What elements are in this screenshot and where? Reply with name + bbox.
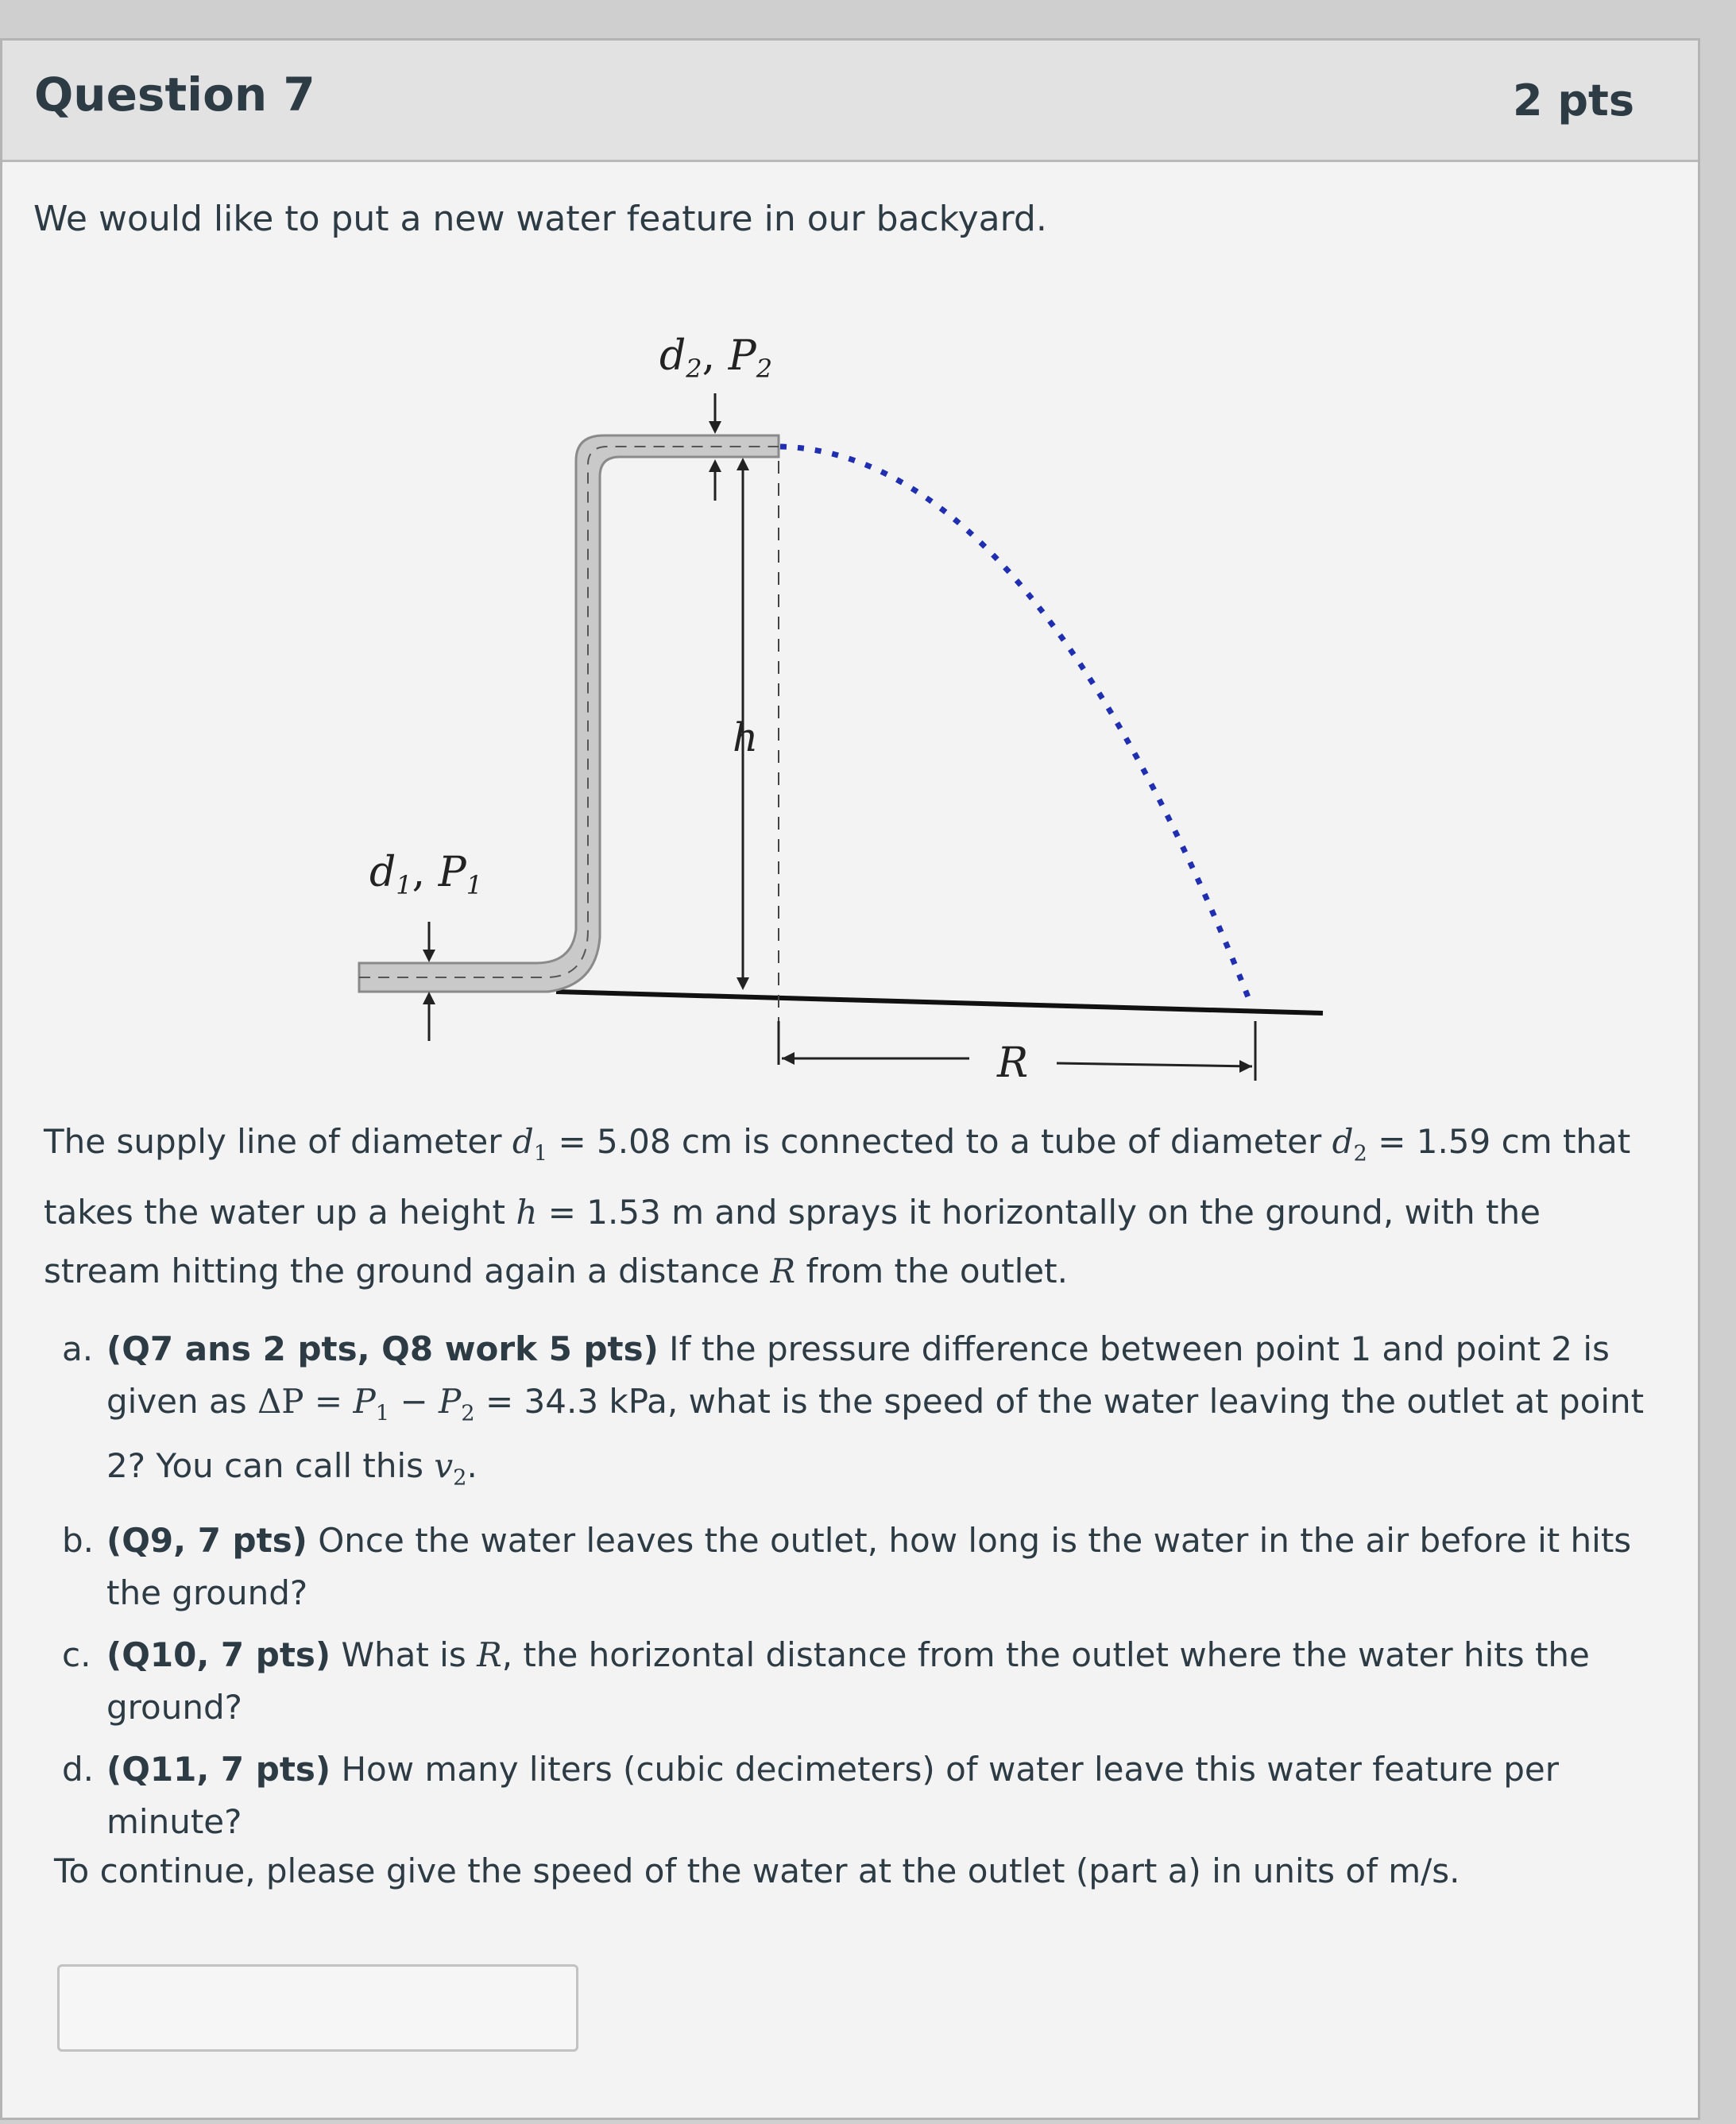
pipe-centerline [359, 447, 779, 977]
part-c: c. (Q10, 7 pts) What is R, the horizontal distance from the outlet where the water hits the ground? [62, 1629, 1667, 1734]
part-a: a. (Q7 ans 2 pts, Q8 work 5 pts) If the pressure difference between point 1 and point 2 is given as $\Delta P = P_1 - P_2 = 34.3$ kPa, what is the speed of the water leaving the outlet at point 2? You can call this $v_2$. [62, 1323, 1667, 1505]
part-b-label: b. [62, 1520, 95, 1560]
part-c-label: c. [62, 1635, 91, 1674]
part-a-label: a. [62, 1329, 94, 1368]
part-d: d. (Q11, 7 pts) How many liters (cubic decimeters) of water leave this water feature per minute? [62, 1743, 1667, 1848]
question-header [2, 41, 1698, 162]
r-arrowhead-left [782, 1052, 795, 1065]
h-arrowhead-bottom [737, 977, 749, 990]
intro-text: We would like to put a new water feature in our backyard. [33, 199, 1047, 239]
water-feature-diagram [318, 302, 1351, 1097]
question-points: 2 pts [1513, 75, 1634, 126]
answer-input[interactable] [57, 1964, 578, 2052]
question-title: Question 7 [34, 68, 315, 122]
label-r: R [997, 1039, 1029, 1087]
label-d2-p2: d2, P2 [659, 332, 773, 384]
question-parts-list [62, 1323, 1667, 1858]
label-d1-p1: d1, P1 [369, 849, 483, 900]
d1-arrowhead-down [423, 950, 435, 962]
part-d-label: d. [62, 1749, 95, 1789]
ground-line [556, 992, 1323, 1013]
d1-arrowhead-up [423, 992, 435, 1004]
supply-pipe [359, 435, 779, 992]
water-stream-arc [780, 447, 1251, 1005]
problem-description: The supply line of diameter $d_1 = 5.08$ cm is connected to a tube of diameter $d_2 = 1.59$ cm that takes the water up a height h = 1.53 m and sprays it horizontally on the ground, with the stream hitting the ground again a distance R from the outlet. [44, 1122, 1631, 1291]
part-b: b. (Q9, 7 pts) Once the water leaves the outlet, how long is the water in the air before it hits the ground? [62, 1515, 1667, 1619]
answer-prompt: To continue, please give the speed of the water at the outlet (part a) in units of m/s. [54, 1851, 1460, 1890]
r-dimension-right [1057, 1063, 1252, 1066]
r-arrowhead-right [1239, 1060, 1252, 1073]
h-arrowhead-top [737, 458, 749, 470]
d2-arrowhead-down [709, 421, 721, 434]
d2-arrowhead-up [709, 459, 721, 472]
label-h: h [733, 714, 759, 760]
